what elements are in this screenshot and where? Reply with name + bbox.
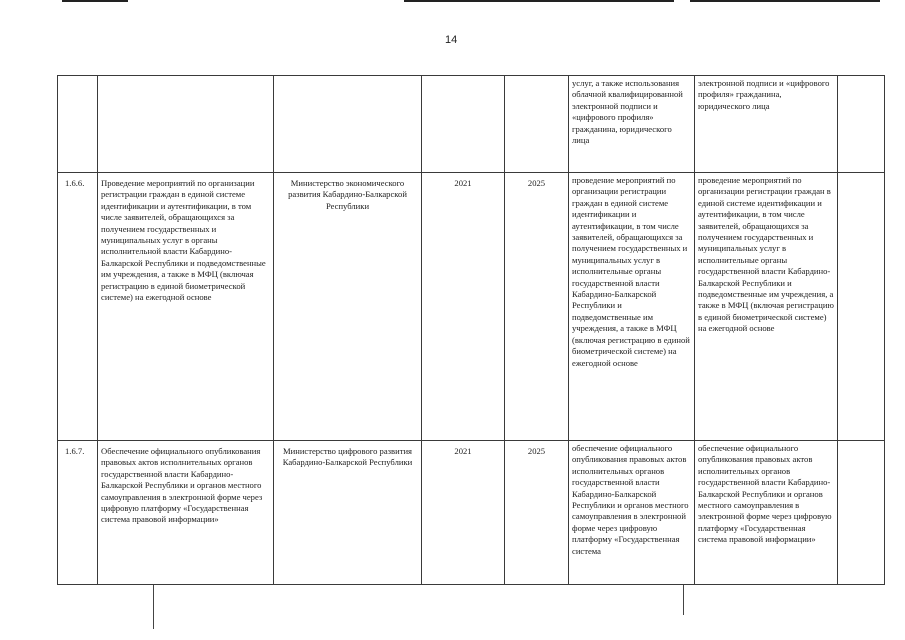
plan-table xyxy=(57,75,885,585)
event-cell: Проведение мероприятий по организации регистрации граждан в единой системе идентификации и аутентификации, в том числе заявителей, обращающихся за получением государственных и муниципальных услуг в органы исполнительной власти Кабардино-Балкарской Республики и подведомственные им учреждения, а также в МФЦ (включая регистрацию в единой биометрической системе) на ежегодной основе xyxy=(98,173,274,441)
extra-cell xyxy=(838,76,885,173)
result-cell: обеспечение официального опубликования правовых актов исполнительных органов государственной власти Кабардино-Балкарской Республики и органов местного самоуправления в электронной форме через цифровую платформу «Государственная система xyxy=(569,441,695,585)
responsible-cell xyxy=(274,76,422,173)
extra-cell xyxy=(838,173,885,441)
year-start-cell: 2021 xyxy=(422,441,505,585)
year-start-cell: 2021 xyxy=(422,173,505,441)
scan-artifact-top-right xyxy=(690,0,880,2)
table-row xyxy=(58,441,885,585)
indicator-cell: обеспечение официального опубликования правовых актов исполнительных органов государственной власти Кабардино-Балкарской Республики и органов местного самоуправления в электронной форме через цифровую платформу «Государственная система правовой информации» xyxy=(695,441,838,585)
scan-artifact-top-center xyxy=(404,0,674,2)
plan-table-wrapper xyxy=(57,75,884,585)
responsible-cell: Министерство цифрового развития Кабардино-Балкарской Республики xyxy=(274,441,422,585)
indicator-cell: проведение мероприятий по организации регистрации граждан в единой системе идентификации и аутентификации, в том числе заявителей, обращающихся за получением государственных и муниципальных услуг в исполнительные органы государственной власти Кабардино-Балкарской Республики и подведомственные им учреждения, а также в МФЦ (включая регистрацию в единой биометрической системе) на ежегодной основе xyxy=(695,173,838,441)
year-end-cell: 2025 xyxy=(505,441,569,585)
row-number-cell xyxy=(58,76,98,173)
table-row xyxy=(58,76,885,173)
year-end-cell: 2025 xyxy=(505,173,569,441)
result-cell: проведение мероприятий по организации регистрации граждан в единой системе идентификации и аутентификации, в том числе заявителей, обращающихся за получением государственных и муниципальных услуг в исполнительные органы государственной власти Кабардино-Балкарской Республики и подведомственные им учреждения, а также в МФЦ (включая регистрацию в единой биометрической системе) на ежегодной основе xyxy=(569,173,695,441)
year-start-cell xyxy=(422,76,505,173)
page-number: 14 xyxy=(445,34,458,46)
year-end-cell xyxy=(505,76,569,173)
row-number-cell: 1.6.6. xyxy=(58,173,98,441)
extra-cell xyxy=(838,441,885,585)
column-line-tail xyxy=(153,585,154,629)
row-number-cell: 1.6.7. xyxy=(58,441,98,585)
column-line-tail xyxy=(683,585,684,615)
table-row xyxy=(58,173,885,441)
event-cell: Обеспечение официального опубликования правовых актов исполнительных органов государственной власти Кабардино-Балкарской Республики и органов местного самоуправления в электронной форме через цифровую платформу «Государственная система правовой информации» xyxy=(98,441,274,585)
indicator-cell: электронной подписи и «цифрового профиля» гражданина, юридического лица xyxy=(695,76,838,173)
event-cell xyxy=(98,76,274,173)
scan-artifact-top-left xyxy=(62,0,128,2)
result-cell: услуг, а также использования облачной квалифицированной электронной подписи и «цифрового профиля» гражданина, юридического лица xyxy=(569,76,695,173)
responsible-cell: Министерство экономического развития Кабардино-Балкарской Республики xyxy=(274,173,422,441)
